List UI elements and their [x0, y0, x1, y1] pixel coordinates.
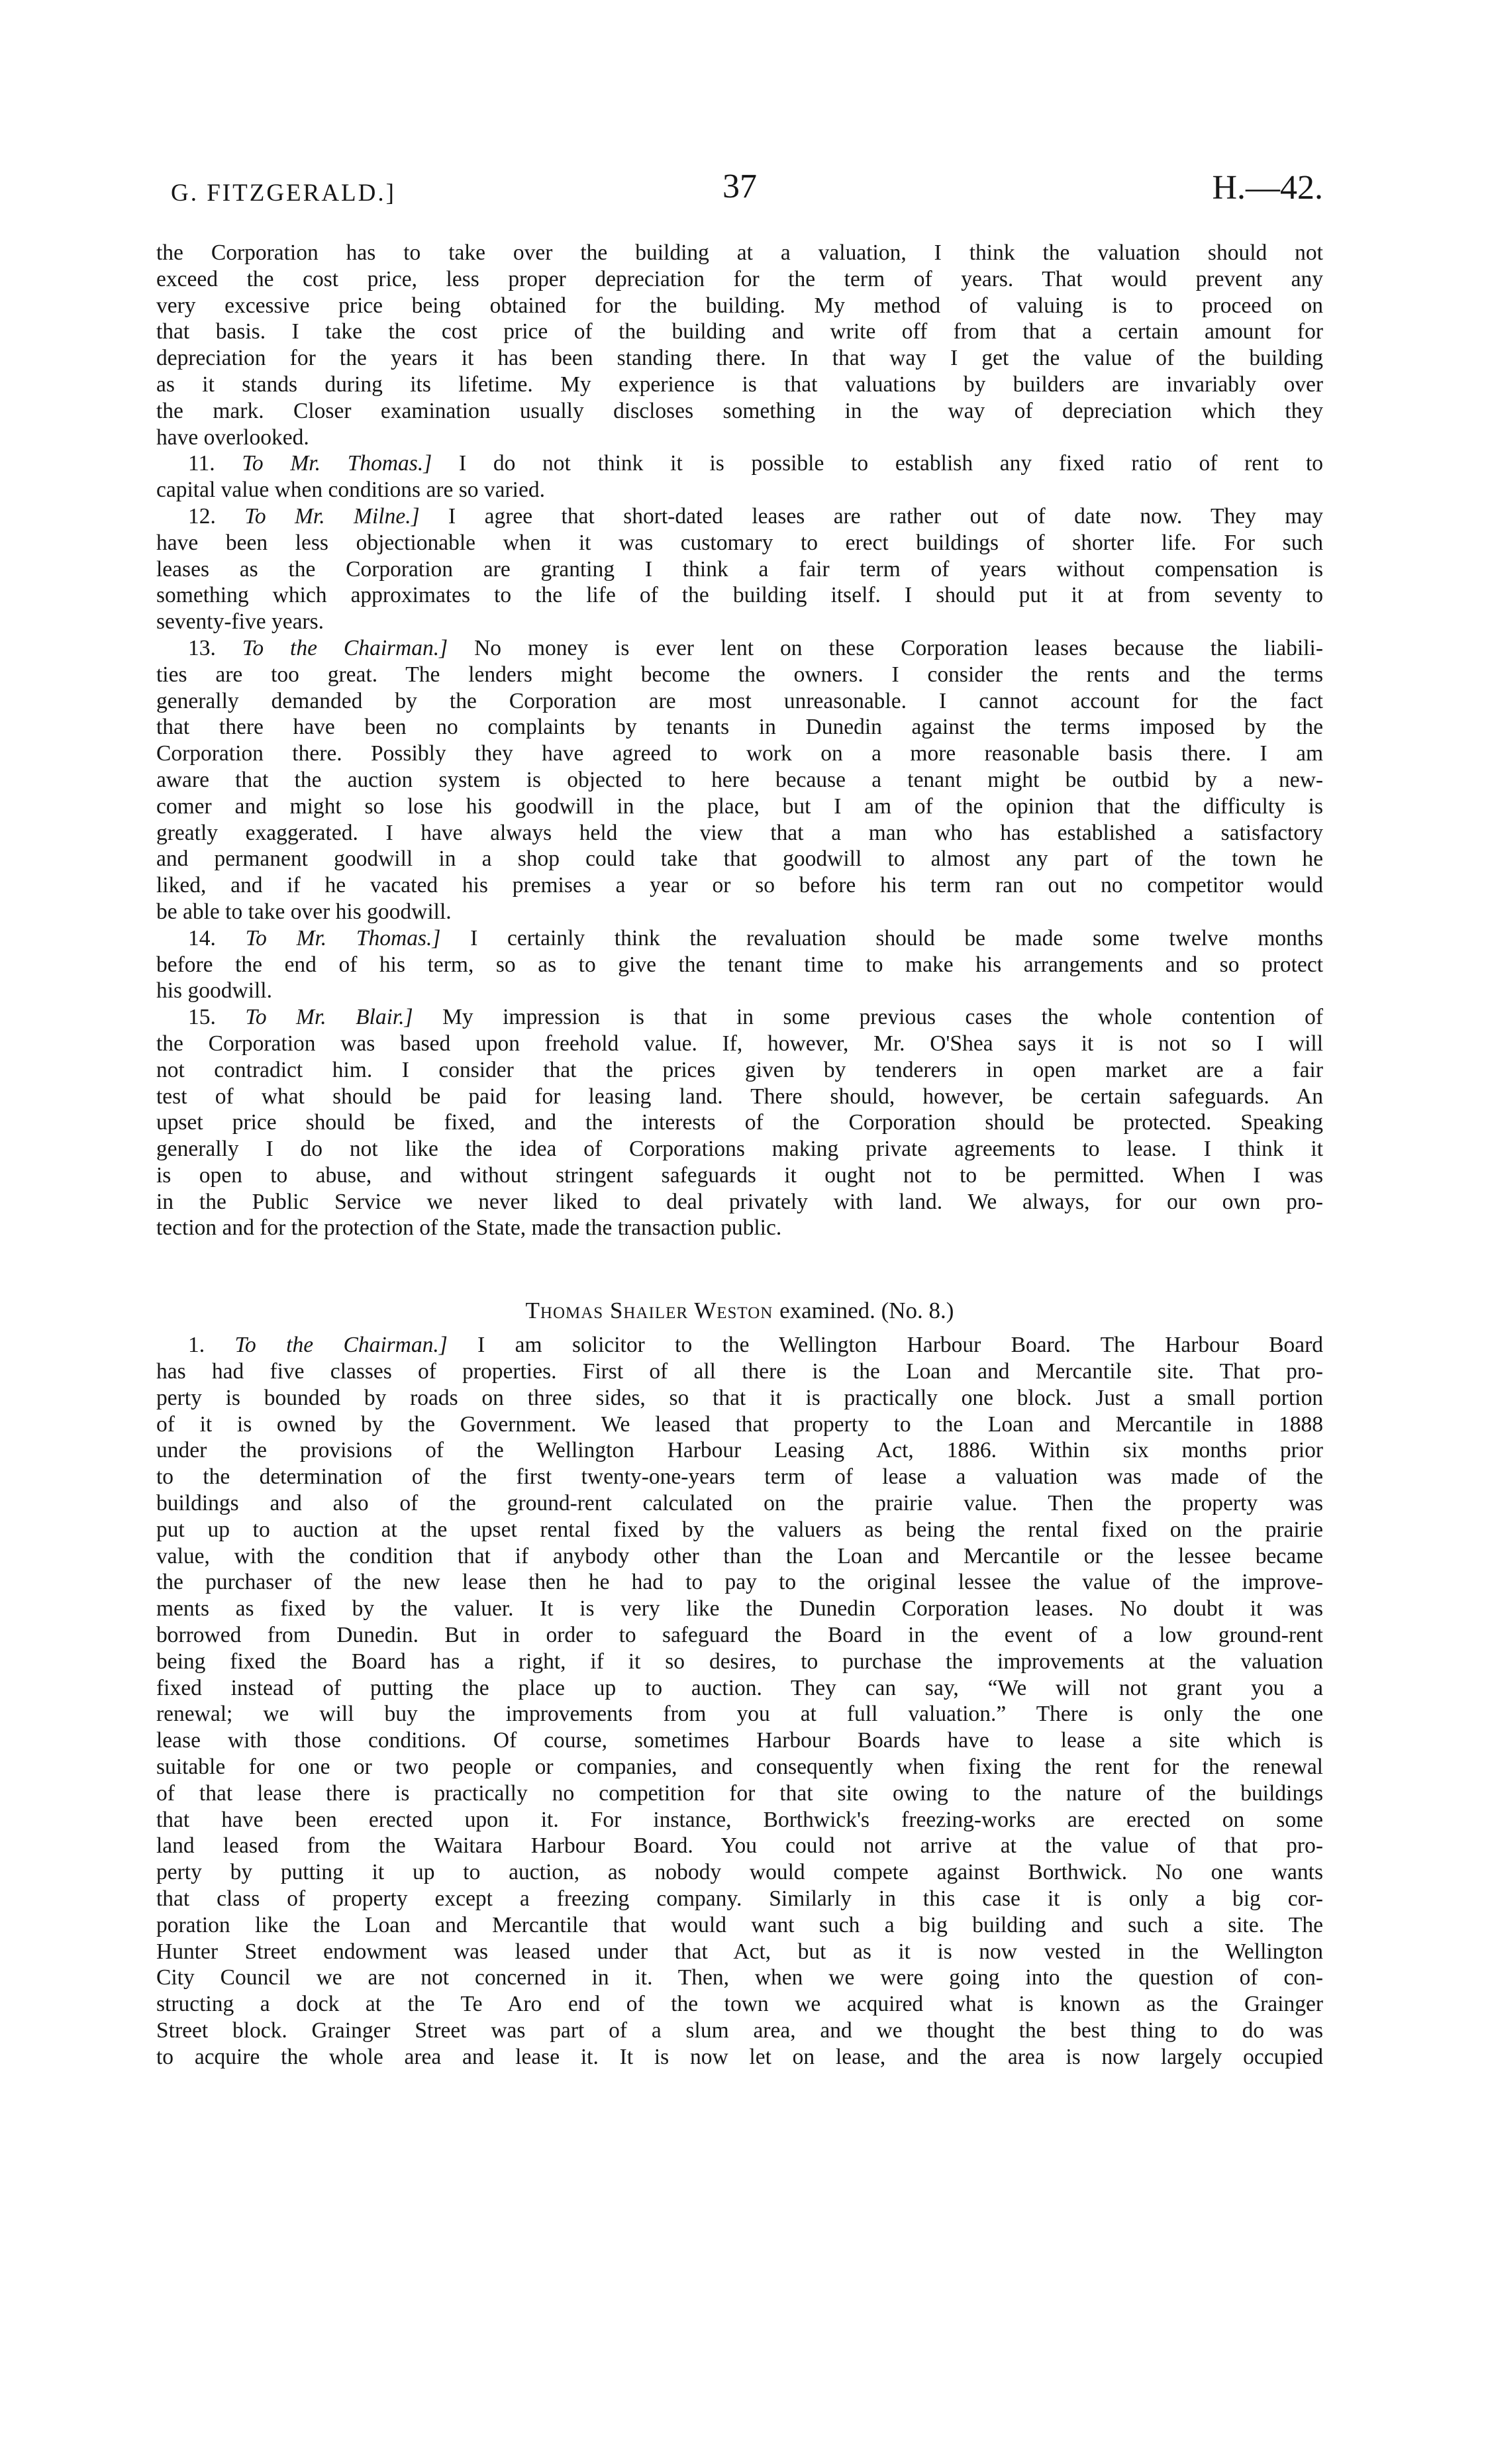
text-line: that have been erected upon it. For instance, Borthwick's freezing-works are erected on some — [156, 1807, 1323, 1832]
addressee: To Mr. Milne.] — [244, 503, 420, 529]
text-line: 1. To the Chairman.] I am solicitor to the Wellington Harbour Board. The Harbour Board — [188, 1333, 1324, 1358]
text-line: renewal; we will buy the improvements from you at full valuation.” There is only the one — [156, 1702, 1323, 1727]
witness-name: Thomas Shailer Weston — [525, 1298, 773, 1324]
text-line: put up to auction at the upset rental fixed by the valuers as being the rental fixed on the prairie — [156, 1517, 1323, 1542]
text-line: perty is bounded by roads on three sides, so that it is practically one block. Just a small portion — [156, 1385, 1323, 1410]
witness-heading — [156, 1298, 1323, 1324]
text-line: 13. To the Chairman.] No money is ever lent on these Corporation leases because the liabili- — [188, 635, 1323, 660]
text-line: 11. To Mr. Thomas.] I do not think it is possible to establish any fixed ratio of rent to — [188, 451, 1323, 476]
question-15 — [156, 1004, 1323, 1241]
addressee: To the Chairman.] — [234, 1333, 448, 1358]
paragraph-continued — [156, 240, 1323, 450]
text-line: of it is owned by the Government. We leased that property to the Loan and Mercantile in 1888 — [156, 1412, 1323, 1437]
text-line: structing a dock at the Te Aro end of the town we acquired what is known as the Grainger — [156, 1992, 1323, 2017]
text-line: greatly exaggerated. I have always held the view that a man who has established a satisfactory — [156, 820, 1323, 845]
question-number: 14. — [188, 925, 216, 950]
addressee: To Mr. Thomas.] — [245, 925, 441, 950]
text-line: Hunter Street endowment was leased under that Act, but as it is now vested in the Wellington — [156, 1939, 1323, 1964]
question-number: 13. — [188, 635, 216, 660]
text-line: ments as fixed by the valuer. It is very like the Dunedin Corporation leases. No doubt it was — [156, 1596, 1323, 1621]
page-number: 37 — [722, 168, 757, 205]
text-line: fixed instead of putting the place up to auction. They can say, “We will not grant you a — [156, 1675, 1323, 1700]
text-line: that basis. I take the cost price of the building and write off from that a certain amount for — [156, 319, 1323, 344]
text-line: something which approximates to the life of the building itself. I should put it at from seventy to — [156, 583, 1323, 608]
text-line: be able to take over his goodwill. — [156, 899, 452, 924]
page-header — [156, 166, 1323, 205]
witness-heading-rest: examined. (No. 8.) — [779, 1298, 954, 1324]
text-line: exceed the cost price, less proper depreciation for the term of years. That would prevent any — [156, 266, 1323, 291]
text-line: and permanent goodwill in a shop could take that goodwill to almost any part of the town he — [156, 847, 1323, 872]
text-line: very excessive price being obtained for the building. My method of valuing is to proceed on — [156, 293, 1323, 318]
header-witness-name: G. FITZGERALD.] — [171, 180, 396, 207]
question-number: 11. — [188, 451, 215, 476]
text-line: aware that the auction system is objected to here because a tenant might be outbid by a new- — [156, 767, 1323, 792]
document-reference: H.—42. — [1212, 169, 1323, 207]
text-line: of that lease there is practically no competition for that site owing to the nature of the buildings — [156, 1780, 1323, 1806]
text-line: to acquire the whole area and lease it. It is now let on lease, and the area is now largely occupied — [156, 2044, 1323, 2069]
witness-question-1 — [156, 1332, 1323, 2070]
text-line: upset price should be fixed, and the interests of the Corporation should be protected. Speaking — [156, 1110, 1323, 1135]
text-line: the Corporation has to take over the building at a valuation, I think the valuation should not — [156, 240, 1323, 265]
question-number: 1. — [188, 1333, 205, 1358]
text-line: Corporation there. Possibly they have agreed to work on a more reasonable basis there. I am — [156, 741, 1323, 766]
question-11 — [156, 450, 1323, 503]
text-line: in the Public Service we never liked to deal privately with land. We always, for our own pro- — [156, 1189, 1323, 1214]
text-line: that there have been no complaints by tenants in Dunedin against the terms imposed by the — [156, 715, 1323, 740]
text-line: seventy-five years. — [156, 609, 324, 635]
text-line: the purchaser of the new lease then he had to pay to the original lessee the value of the improve- — [156, 1570, 1323, 1595]
text-line: poration like the Loan and Mercantile that would want such a big building and such a site. The — [156, 1912, 1323, 1937]
text-line: as it stands during its lifetime. My experience is that valuations by builders are invariably over — [156, 372, 1323, 397]
question-12 — [156, 503, 1323, 635]
text-line: buildings and also of the ground-rent calculated on the prairie value. Then the property was — [156, 1491, 1323, 1516]
text-line: generally I do not like the idea of Corporations making private agreements to lease. I think it — [156, 1137, 1323, 1162]
text-line: being fixed the Board has a right, if it so desires, to purchase the improvements at the valuation — [156, 1649, 1323, 1674]
text-line: his goodwill. — [156, 978, 272, 1003]
text-line: land leased from the Waitara Harbour Board. You could not arrive at the value of that pro- — [156, 1833, 1323, 1859]
text-line: lease with those conditions. Of course, sometimes Harbour Boards have to lease a site which is — [156, 1728, 1323, 1753]
text-line: ties are too great. The lenders might become the owners. I consider the rents and the terms — [156, 662, 1323, 687]
question-13 — [156, 635, 1323, 925]
text-line: have overlooked. — [156, 425, 309, 450]
text-line: to the determination of the first twenty-one-years term of lease a valuation was made of the — [156, 1464, 1323, 1490]
text-line: value, with the condition that if anybody other than the Loan and Mercantile or the lessee became — [156, 1543, 1323, 1568]
text-line: under the provisions of the Wellington Harbour Leasing Act, 1886. Within six months prior — [156, 1438, 1323, 1463]
text-line: that class of property except a freezing company. Similarly in this case it is only a big cor- — [156, 1886, 1323, 1912]
text-line: 14. To Mr. Thomas.] I certainly think the revaluation should be made some twelve months — [188, 925, 1324, 950]
text-line: tection and for the protection of the State, made the transaction public. — [156, 1215, 782, 1241]
text-line: comer and might so lose his goodwill in the place, but I am of the opinion that the difficulty is — [156, 794, 1323, 819]
addressee: To Mr. Blair.] — [245, 1005, 413, 1030]
text-line: City Council we are not concerned in it. Then, when we were going into the question of con- — [156, 1965, 1323, 1990]
text-line: Street block. Grainger Street was part of a slum area, and we thought the best thing to do was — [156, 2018, 1323, 2043]
text-line: not contradict him. I consider that the prices given by tenderers in open market are a fair — [156, 1057, 1323, 1082]
text-line: the mark. Closer examination usually discloses something in the way of depreciation which they — [156, 398, 1323, 423]
text-line: before the end of his term, so as to give the tenant time to make his arrangements and so protect — [156, 952, 1323, 977]
text-line: suitable for one or two people or companies, and consequently when fixing the rent for the renewal — [156, 1755, 1323, 1780]
text-line: liked, and if he vacated his premises a year or so before his term ran out no competitor would — [156, 873, 1323, 898]
text-line: has had five classes of properties. First of all there is the Loan and Mercantile site. That pro- — [156, 1359, 1323, 1384]
text-line: the Corporation was based upon freehold value. If, however, Mr. O'Shea says it is not so I will — [156, 1031, 1323, 1056]
addressee: To Mr. Thomas.] — [242, 451, 432, 476]
text-line: capital value when conditions are so varied. — [156, 478, 545, 503]
text-line: generally demanded by the Corporation are most unreasonable. I cannot account for the fact — [156, 688, 1323, 713]
text-line: 12. To Mr. Milne.] I agree that short-dated leases are rather out of date now. They may — [188, 503, 1323, 529]
text-line: test of what should be paid for leasing land. There should, however, be certain safeguards. An — [156, 1084, 1323, 1109]
text-line: is open to abuse, and without stringent safeguards it ought not to be permitted. When I was — [156, 1162, 1323, 1188]
text-line: leases as the Corporation are granting I think a fair term of years without compensation is — [156, 556, 1323, 582]
addressee: To the Chairman.] — [242, 635, 448, 660]
text-line: perty by putting it up to auction, as nobody would compete against Borthwick. No one wants — [156, 1860, 1323, 1885]
text-line: have been less objectionable when it was customary to erect buildings of shorter life. For such — [156, 530, 1323, 555]
question-number: 15. — [188, 1005, 216, 1030]
question-number: 12. — [188, 503, 216, 529]
text-line: borrowed from Dunedin. But in order to safeguard the Board in the event of a low ground-rent — [156, 1623, 1323, 1648]
text-line: 15. To Mr. Blair.] My impression is that in some previous cases the whole contention of — [188, 1005, 1323, 1030]
question-14 — [156, 925, 1323, 1004]
text-line: depreciation for the years it has been standing there. In that way I get the value of the building — [156, 346, 1323, 371]
